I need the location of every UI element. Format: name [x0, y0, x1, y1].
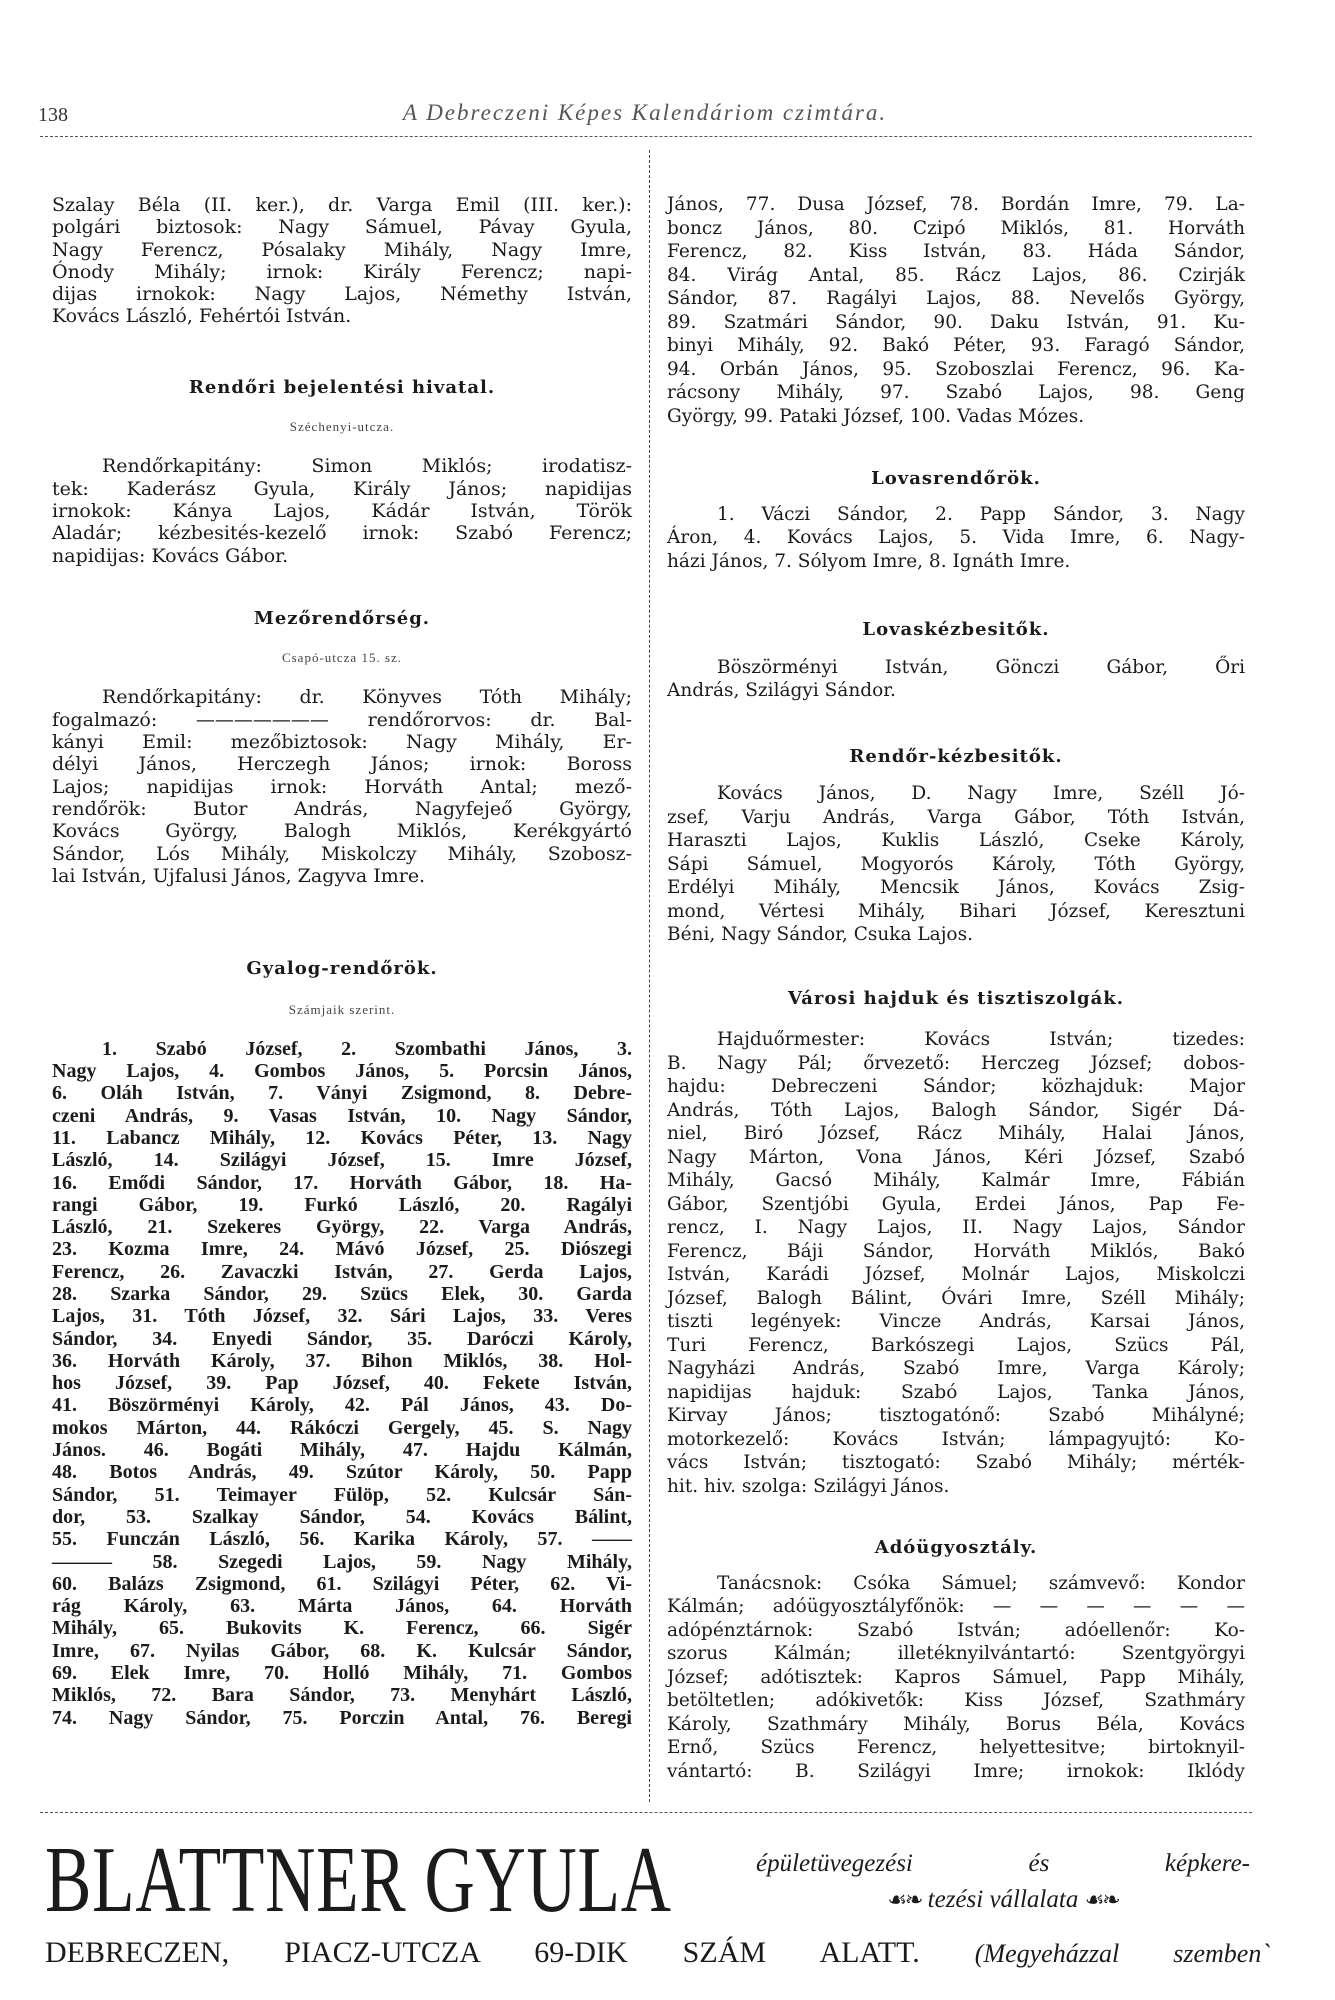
section-subtitle: Számjaik szerint.	[288, 1002, 396, 1018]
text-line: hos József, 39. Pap József, 40. Fekete István,	[52, 1372, 632, 1395]
section-heading: Rendőr-kézbesitők.	[849, 745, 1063, 767]
text-line: Nagy Ferencz, Pósalaky Mihály, Nagy Imre,	[52, 238, 632, 261]
right-column	[667, 193, 1245, 1783]
text-line: Mihály, Gacsó Mihály, Kalmár Imre, Fábián	[667, 1170, 1245, 1191]
text-line: Haraszti Lajos, Kuklis László, Cseke Károly,	[667, 830, 1245, 851]
fleuron-icon: ☙❧	[887, 1888, 922, 1913]
text-line: 94. Orbán János, 95. Szoboszlai Ferencz, 96. Ka-	[667, 358, 1245, 380]
text-line: niel, Biró József, Rácz Mihály, Halai János,	[667, 1123, 1245, 1144]
paragraph-kerulet-biztosok	[52, 194, 632, 328]
text-line: János, 77. Dusa József, 78. Bordán Imre, 79. La-	[667, 194, 1245, 215]
text-line: Ferencz, 26. Zavaczki István, 27. Gerda Lajos,	[52, 1260, 632, 1283]
text-line: binyi Mihály, 92. Bakó Péter, 93. Faragó Sándor,	[667, 335, 1245, 356]
text-line: 89. Szatmári Sándor, 90. Daku István, 91. Ku-	[667, 311, 1245, 333]
text-line: Kálmán; adóügyosztályfőnök: — — — — — —	[667, 1596, 1245, 1617]
advertisement-description-line1: épületüvegezési és képkere-	[756, 1850, 1250, 1877]
advertisement-address	[45, 1936, 1270, 1970]
header-rule	[40, 136, 1252, 137]
text-line: Rendőrkapitány: dr. Könyves Tóth Mihály;	[102, 686, 632, 709]
text-line: Kovács János, D. Nagy Imre, Széll Jó-	[717, 783, 1245, 804]
paragraph-lovasrendorok	[667, 503, 1245, 574]
text-line: vács István; tisztogató: Szabó Mihály; mérték-	[667, 1452, 1245, 1473]
advertisement-address-text: DEBRECZEN, PIACZ-UTCZA 69-DIK SZÁM ALATT.	[45, 1936, 920, 1969]
text-line: Kirvay János; tisztogatónő: Szabó Mihályné;	[667, 1405, 1245, 1426]
text-line: György, 99. Pataki József, 100. Vadas Mózes.	[667, 405, 1085, 427]
paragraph-bejelentesi	[52, 455, 632, 566]
page-number: 138	[38, 104, 68, 126]
section-heading: Rendőri bejelentési hivatal.	[188, 376, 496, 398]
text-line: vántartó: B. Szilágyi Imre; irnokok: Iklódy	[667, 1760, 1245, 1782]
section-address: Csapó-utcza 15. sz.	[281, 650, 403, 666]
text-line: Miklós, 72. Bara Sándor, 73. Menyhárt László,	[52, 1684, 632, 1707]
text-line: József, Balogh Bálint, Óvári Imre, Széll Mihály;	[667, 1287, 1245, 1309]
text-line: mond, Vértesi Mihály, Bihari József, Keresztuni	[667, 900, 1245, 922]
text-line: tiszti legények: Vincze András, Karsai János,	[667, 1311, 1245, 1332]
text-line: László, 14. Szilágyi József, 15. Imre József,	[52, 1149, 632, 1172]
text-line: szorus Kálmán; illetéknyilvántartó: Szentgyörgyi	[667, 1643, 1245, 1664]
text-line: László, 21. Szekeres György, 22. Varga András,	[52, 1216, 632, 1239]
text-line: polgári biztosok: Nagy Sámuel, Pávay Gyula,	[52, 216, 632, 239]
text-line: Nagy Márton, Vona János, Kéri József, Szabó	[667, 1146, 1245, 1168]
section-address: Széchenyi-utcza.	[289, 419, 395, 435]
text-line: 16. Emődi Sándor, 17. Horváth Gábor, 18. Ha-	[52, 1171, 632, 1194]
section-heading: Mezőrendőrség.	[253, 607, 431, 629]
text-line: ——— 58. Szegedi Lajos, 59. Nagy Mihály,	[52, 1550, 632, 1573]
text-line: boncz János, 80. Czipó Miklós, 81. Horváth	[667, 217, 1245, 239]
text-line: betöltetlen; adókivetők: Kiss József, Szathmáry	[667, 1690, 1245, 1711]
text-line: Sápi Sámuel, Mogyorós Károly, Tóth György,	[667, 853, 1245, 875]
text-line: 41. Böszörményi Károly, 42. Pál János, 43. Do-	[52, 1394, 632, 1417]
text-line: tek: Kaderász Gyula, Király János; napidijas	[52, 477, 632, 500]
text-line: 74. Nagy Sándor, 75. Porczin Antal, 76. Beregi	[52, 1706, 632, 1729]
text-line: adópénztárnok: Szabó István; adóellenőr: Ko-	[667, 1619, 1245, 1641]
paragraph-adougy	[667, 1572, 1245, 1784]
text-line: rencz, I. Nagy Lajos, II. Nagy Lajos, Sándor	[667, 1217, 1245, 1238]
text-line: 28. Szarka Sándor, 29. Szücs Elek, 30. Garda	[52, 1282, 632, 1305]
paragraph-lovaskezbesitok	[667, 656, 1245, 703]
section-heading: Lovasrendőrök.	[871, 468, 1041, 489]
advertisement-description-text: tezési vállalata	[927, 1886, 1079, 1913]
text-line: hit. hiv. szolga: Szilágyi János.	[667, 1475, 950, 1497]
text-line: Turi Ferencz, Barkószegi Lajos, Szücs Pál,	[667, 1334, 1245, 1356]
text-line: Sándor, 87. Ragályi Lajos, 88. Nevelős György,	[667, 288, 1245, 309]
paragraph-gyalog-list	[52, 1038, 632, 1729]
text-line: István, Karádi József, Molnár Lajos, Miskolczi	[667, 1264, 1245, 1285]
text-line: Ferencz, Báji Sándor, Horváth Miklós, Bakó	[667, 1240, 1245, 1262]
text-line: Ónody Mihály; irnok: Király Ferencz; napi-	[52, 260, 632, 283]
text-line: József; adótisztek: Kapros Sámuel, Papp Mihály,	[667, 1666, 1245, 1688]
text-line: 1. Váczi Sándor, 2. Papp Sándor, 3. Nagy	[717, 503, 1245, 525]
text-line: András, Tóth Lajos, Balogh Sándor, Sigér Dá-	[667, 1099, 1245, 1121]
paragraph-hajduk	[667, 1028, 1245, 1498]
text-line: lai István, Ujfalusi János, Zagyva Imre.	[52, 864, 426, 887]
section-heading: Városi hajduk és tisztiszolgák.	[787, 987, 1125, 1009]
running-title: A Debreczeni Képes Kalendáriom czimtára.	[402, 100, 888, 125]
section-heading: Gyalog-rendőrök.	[246, 958, 438, 980]
text-line: Sándor, Lós Mihály, Miskolczy Mihály, Szobosz-	[52, 842, 632, 865]
text-line: B. Nagy Pál; őrvezető: Herczeg József; dobos-	[667, 1052, 1245, 1074]
text-line: 11. Labancz Mihály, 12. Kovács Péter, 13. Nagy	[52, 1126, 632, 1149]
text-line: András, Szilágyi Sándor.	[667, 680, 896, 701]
text-line: 84. Virág Antal, 85. Rácz Lajos, 86. Czirják	[667, 264, 1245, 286]
text-line: napidijas: Kovács Gábor.	[52, 544, 289, 567]
text-line: Nagy Lajos, 4. Gombos János, 5. Porcsin János,	[52, 1060, 632, 1083]
text-line: Aladár; kézbesités-kezelő irnok: Szabó Ferencz;	[52, 522, 632, 545]
text-line: Béni, Nagy Sándor, Csuka Lajos.	[667, 924, 973, 945]
paragraph-mezorendorseg	[52, 686, 632, 887]
text-line: dijas irnokok: Nagy Lajos, Némethy István,	[52, 283, 632, 306]
text-line: Nagyházi András, Szabó Imre, Varga Károly;	[667, 1358, 1245, 1379]
text-line: házi János, 7. Sólyom Imre, 8. Ignáth Imre.	[667, 550, 1071, 572]
text-line: Áron, 4. Kovács Lajos, 5. Vida Imre, 6. Nagy-	[667, 527, 1245, 548]
text-line: rangi Gábor, 19. Furkó László, 20. Ragályi	[52, 1193, 632, 1216]
text-line: mokos Márton, 44. Rákóczi Gergely, 45. S. Nagy	[52, 1416, 632, 1439]
text-line: dor, 53. Szalkay Sándor, 54. Kovács Bálint,	[52, 1505, 632, 1528]
text-line: Böszörményi István, Gönczi Gábor, Őri	[717, 656, 1245, 678]
text-line: 36. Horváth Károly, 37. Bihon Miklós, 38. Hol-	[52, 1349, 632, 1372]
text-line: Sándor, 51. Teimayer Fülöp, 52. Kulcsár Sán-	[52, 1483, 632, 1506]
text-line: Lajos; napidijas irnok: Horváth Antal; mező-	[52, 775, 632, 798]
paragraph-gyalog-list-continued	[667, 193, 1245, 428]
text-line: kányi Emil: mezőbiztosok: Nagy Mihály, Er-	[52, 731, 632, 754]
text-line: Tanácsnok: Csóka Sámuel; számvevő: Kondor	[717, 1572, 1245, 1594]
text-line: Erdélyi Mihály, Mencsik János, Kovács Zsig-	[667, 877, 1245, 898]
text-line: Károly, Szathmáry Mihály, Borus Béla, Kovács	[667, 1713, 1245, 1735]
text-line: rág Károly, 63. Márta János, 64. Horváth	[52, 1595, 632, 1618]
column-divider	[649, 150, 650, 1802]
text-line: Sándor, 34. Enyedi Sándor, 35. Daróczi Károly,	[52, 1327, 632, 1350]
text-line: Szalay Béla (II. ker.), dr. Varga Emil (III. ker.):	[52, 194, 632, 216]
text-line: 1. Szabó József, 2. Szombathi János, 3.	[102, 1037, 632, 1060]
text-line: 60. Balázs Zsigmond, 61. Szilágyi Péter, 62. Vi-	[52, 1572, 632, 1595]
text-line: 69. Elek Imre, 70. Holló Mihály, 71. Gombos	[52, 1662, 632, 1685]
text-line: Gábor, Szentjóbi Gyula, Erdei János, Pap Fe-	[667, 1193, 1245, 1215]
advertisement-address-note: (Megyeházzal szemben`	[974, 1939, 1270, 1968]
text-line: hajdu: Debreczeni Sándor; közhajduk: Major	[667, 1076, 1245, 1097]
text-line: János. 46. Bogáti Mihály, 47. Hajdu Kálmán,	[52, 1439, 632, 1462]
text-line: napidijas hajduk: Szabó Lajos, Tanka János,	[667, 1381, 1245, 1403]
text-line: Rendőrkapitány: Simon Miklós; irodatisz-	[102, 455, 632, 478]
advertisement-name: BLATTNER GYULA	[45, 1828, 672, 1932]
paragraph-rendorkezbesitok	[667, 782, 1245, 947]
text-line: 48. Botos András, 49. Szútor Károly, 50. Papp	[52, 1461, 632, 1484]
text-line: rácsony Mihály, 97. Szabó Lajos, 98. Geng	[667, 382, 1245, 403]
text-line: motorkezelő: Kovács István; lámpagyujtó: Ko-	[667, 1428, 1245, 1450]
text-line: 55. Funczán László, 56. Karika Károly, 57. ——	[52, 1528, 632, 1551]
text-line: 23. Kozma Imre, 24. Mávó József, 25. Diószegi	[52, 1238, 632, 1261]
fleuron-icon: ☙❧	[1084, 1888, 1119, 1913]
text-line: Kovács György, Balogh Miklós, Kerékgyártó	[52, 820, 632, 843]
left-column	[52, 194, 632, 1729]
footer-rule	[40, 1812, 1252, 1813]
text-line: fogalmazó: ——————— rendőrorvos: dr. Bal-	[52, 708, 632, 731]
section-heading: Lovaskézbesitők.	[862, 619, 1050, 640]
text-line: Hajduőrmester: Kovács István; tizedes:	[717, 1029, 1245, 1050]
section-heading: Adóügyosztály.	[874, 1537, 1038, 1558]
text-line: Ernő, Szücs Ferencz, helyettesitve; birtoknyil-	[667, 1737, 1245, 1758]
text-line: délyi János, Herczegh János; irnok: Boross	[52, 753, 632, 776]
text-line: Imre, 67. Nyilas Gábor, 68. K. Kulcsár Sándor,	[52, 1639, 632, 1662]
text-line: 6. Oláh István, 7. Ványi Zsigmond, 8. Debre-	[52, 1082, 632, 1105]
text-line: czeni András, 9. Vasas István, 10. Nagy Sándor,	[52, 1104, 632, 1127]
text-line: Mihály, 65. Bukovits K. Ferencz, 66. Sigér	[52, 1617, 632, 1640]
advertisement-description-line2	[756, 1886, 1250, 1914]
text-line: irnokok: Kánya Lajos, Kádár István, Török	[52, 499, 632, 522]
text-line: rendőrök: Butor András, Nagyfejeő György,	[52, 797, 632, 820]
text-line: Ferencz, 82. Kiss István, 83. Háda Sándor,	[667, 241, 1245, 262]
text-line: zsef, Varju András, Varga Gábor, Tóth István,	[667, 806, 1245, 828]
text-line: Kovács László, Fehértói István.	[52, 305, 352, 328]
text-line: Lajos, 31. Tóth József, 32. Sári Lajos, 33. Veres	[52, 1305, 632, 1328]
